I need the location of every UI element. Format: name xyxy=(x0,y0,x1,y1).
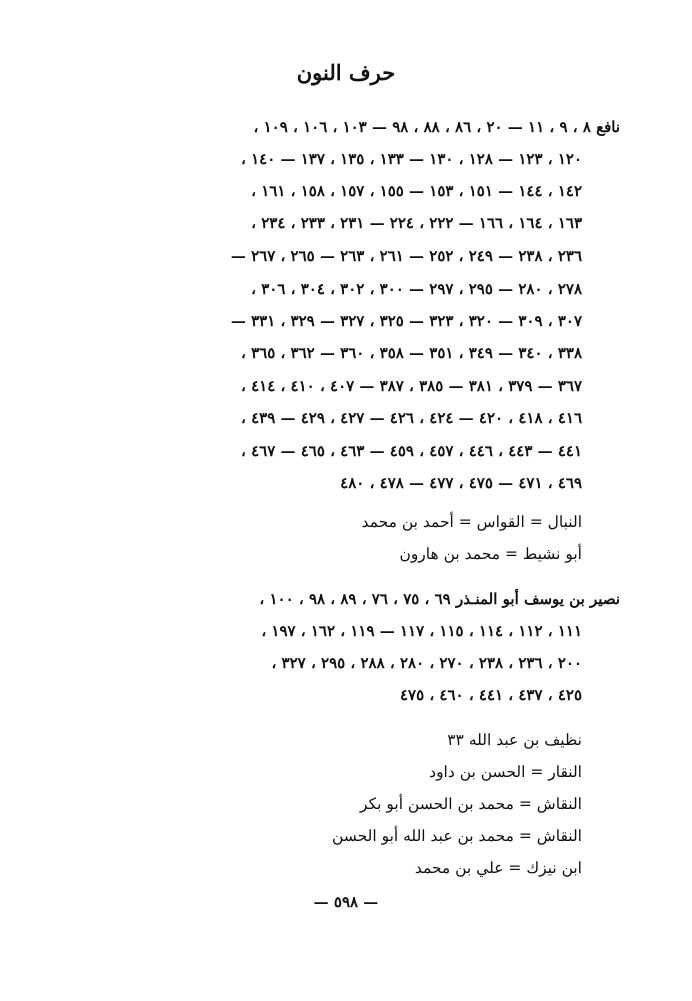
nafi-line: ٤٤١ — ٤٤٣ ، ٤٤٦ ، ٤٥٧ ، ٤٥٩ — ٤٦٣ ، ٤٦٥ — ٤٦٧ ، xyxy=(241,442,582,460)
nafi-line: ٣٣٨ ، ٣٤٠ — ٣٤٩ ، ٣٥١ — ٣٥٨ ، ٣٦٠ — ٣٦٢ ، ٣٦٥ ، xyxy=(241,344,582,362)
nafi-line: ١٤٢ ، ١٤٤ — ١٥١ ، ١٥٣ — ١٥٥ ، ١٥٧ ، ١٥٨ ، ١٦١ ، xyxy=(251,182,582,200)
nasir-line: ٤٢٥ ، ٤٣٧ ، ٤٤١ ، ٤٦٠ ، ٤٧٥ xyxy=(399,686,582,704)
nafi-line: ٣٠٧ ، ٣٠٩ — ٣٢٠ ، ٣٢٣ — ٣٢٥ ، ٣٢٧ — ٣٢٩ ، ٣٣١ — xyxy=(230,312,582,330)
cross-reference: النبال = القواس = أحمد بن محمد xyxy=(361,513,582,531)
nafi-line: ٢٣٦ ، ٢٣٨ — ٢٤٩ ، ٢٥٢ — ٢٦١ ، ٢٦٣ — ٢٦٥ ، ٢٦٧ — xyxy=(230,247,582,265)
page-number: — ٥٩٨ — xyxy=(313,893,379,911)
nafi-line: ١٢٠ ، ١٢٣ — ١٢٨ ، ١٣٠ — ١٣٣ ، ١٣٥ ، ١٣٧ — ١٤٠ ، xyxy=(241,150,582,168)
nasir-line: ١١١ ، ١١٢ ، ١١٤ ، ١١٥ ، ١١٧ — ١١٩ ، ١٦٢ ، ١٩٧ ، xyxy=(261,622,582,640)
cross-reference: النقاش = محمد بن الحسن أبو بكر xyxy=(360,795,582,813)
page-title: حرف النون xyxy=(296,60,396,85)
nasir-line: ٢٠٠ ، ٢٣٦ ، ٢٣٨ ، ٢٧٠ ، ٢٨٠ ، ٢٨٨ ، ٢٩٥ ، ٣٢٧ ، xyxy=(271,654,582,672)
nasir-line: نصير بن يوسف أبو المنـذر ٦٩ ، ٧٥ ، ٧٦ ، ٨٩ ، ٩٨ ، ١٠٠ ، xyxy=(259,590,620,608)
nafi-line: ٤٦٩ ، ٤٧١ — ٤٧٥ ، ٤٧٧ — ٤٧٨ ، ٤٨٠ xyxy=(340,474,582,492)
nafi-line: ٣٦٧ — ٣٧٩ ، ٣٨١ — ٣٨٥ ، ٣٨٧ — ٤٠٧ ، ٤١٠ ، ٤١٤ ، xyxy=(241,377,582,395)
cross-reference: أبو نشيط = محمد بن هارون xyxy=(399,545,582,563)
nafi-line: ٤١٦ ، ٤١٨ ، ٤٢٠ — ٤٢٤ ، ٤٢٦ — ٤٢٧ ، ٤٢٩ — ٤٣٩ ، xyxy=(241,409,582,427)
cross-reference: النقار = الحسن بن داود xyxy=(429,763,582,781)
natif-entry: نظيف بن عبد الله ٣٣ xyxy=(447,731,582,749)
cross-reference: ابن نيزك = علي بن محمد xyxy=(414,859,582,877)
nafi-line: نافع ٨ ، ٩ ، ١١ — ٢٠ ، ٨٦ ، ٨٨ ، ٩٨ — ١٠٣ ، ١٠٦ ، ١٠٩ ، xyxy=(253,118,620,136)
nafi-line: ١٦٣ ، ١٦٤ ، ١٦٦ — ٢٢٢ ، ٢٢٤ — ٢٣١ ، ٢٣٣ ، ٢٣٤ ، xyxy=(251,214,582,232)
cross-reference: النقاش = محمد بن عبد الله أبو الحسن xyxy=(331,827,582,845)
nafi-line: ٢٧٨ ، ٢٨٠ — ٢٩٥ ، ٢٩٧ — ٣٠٠ ، ٣٠٢ ، ٣٠٤ ، ٣٠٦ ، xyxy=(251,280,582,298)
